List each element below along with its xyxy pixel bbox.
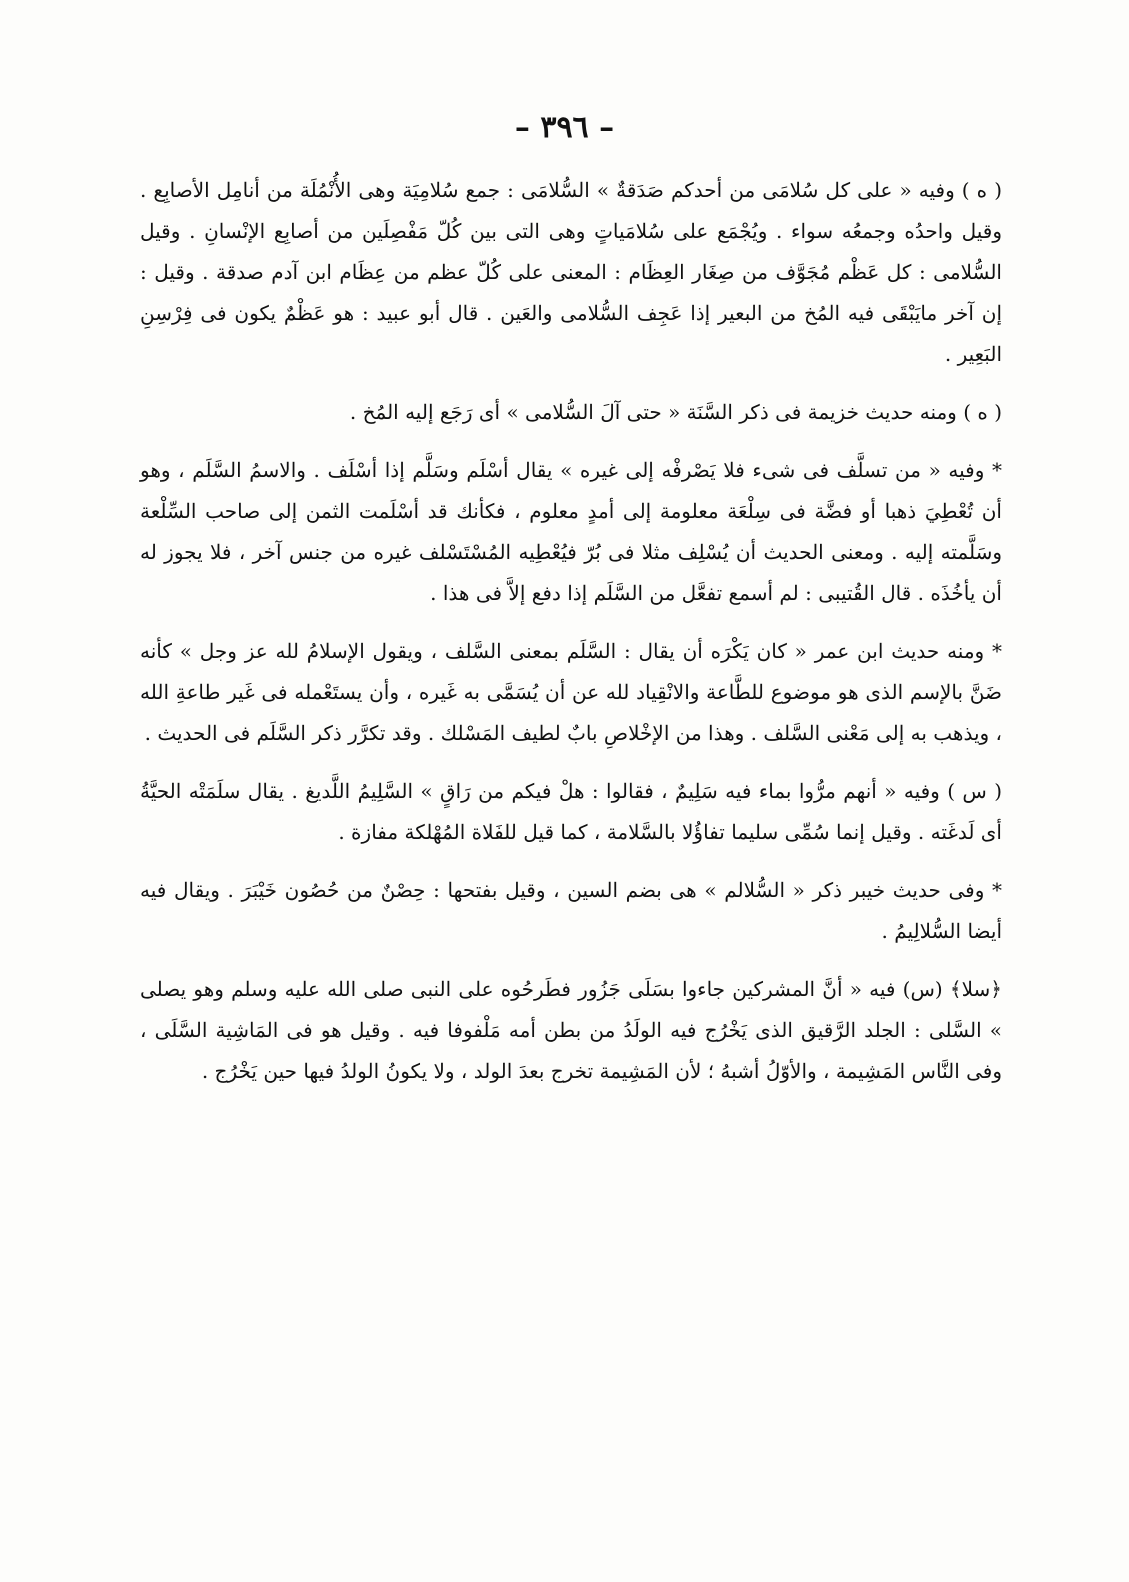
paragraph-sulama: ( ه ) وفيه « على كل سُلامَى من أحدكم صَدَقةٌ » السُّلامَى : جمع سُلامِيَة وهى الأُنْمُلَة من أنامِل الأصابِع . وقيل واحدُه وجمعُه سواء . ويُجْمَع على سُلامَياتٍ وهى التى بين كُلّ مَفْصِلَين من أصابِع الإنْسانِ . وقيل السُّلامى : كل عَظْم مُجَوَّف من صِغَار العِظَام : المعنى على كُلّ عظم من عِظَام ابن آدم صدقة . وقيل : إن آخر مايَبْقَى فيه المُخ من البعير إذا عَجِف السُّلامى والعَين . قال أبو عبيد : هو عَظْمٌ يكون فى فِرْسِنِ البَعِير . <box>140 178 1002 366</box>
paragraph-sala-entry: ﴿سلا﴾ (س) فيه « أنَّ المشركين جاءوا بسَلَى جَزُور فطَرحُوه على النبى صلى الله عليه وسلم وهو يصلى » السَّلى : الجلد الرَّقيق الذى يَخْرُج فيه الولَدُ من بطن أمه مَلْفوفا فيه . وقيل هو فى المَاشِية السَّلَى ، وفى النَّاس المَشِيمة ، والأوّلُ أشبهُ ؛ لأن المَشِيمة تخرج بعدَ الولد ، ولا يكونُ الولدُ فيها حين يَخْرُج . <box>140 977 1002 1083</box>
paragraph-khaybar-sulalim: * وفى حديث خيبر ذكر « السُّلالم » هى بضم السين ، وقيل بفتحها : حِصْنٌ من حُصُون خَيْبَرَ . ويقال فيه أيضا السُّلالِيمُ . <box>140 878 1002 943</box>
paragraph-ibn-umar-hadith: * ومنه حديث ابن عمر « كان يَكْرَه أن يقال : السَّلَم بمعنى السَّلف ، ويقول الإسلامُ لله عز وجل » كأنه ضَنَّ بالإسم الذى هو موضوع للطَّاعة والانْقِياد لله عن أن يُسَمَّى به غَيره ، وأن يستَعْمله فى غَير طاعةِ الله ، ويذهب به إلى مَعْنى السَّلف . وهذا من الإخْلاصِ بابٌ لطيف المَسْلك . وقد تكرَّر ذكر السَّلَم فى الحديث . <box>140 639 1002 745</box>
paragraph-salam-salaf: * وفيه « من تسلَّف فى شىء فلا يَصْرفْه إلى غيره » يقال أسْلَم وسَلَّم إذا أسْلَف . والاسمُ السَّلَم ، وهو أن تُعْطِيَ ذهبا أو فضَّة فى سِلْعَة معلومة إلى أمدٍ معلوم ، فكأنك قد أسْلَمت الثمن إلى صاحب السِّلْعة وسَلَّمته إليه . ومعنى الحديث أن يُسْلِف مثلا فى بُرّ فيُعْطِيه المُسْتَسْلف غيره من جنس آخر ، فلا يجوز له أن يأخُذَه . قال القُتيبى : لم أسمع تفعَّل من السَّلَم إذا دفع إلاَّ فى هذا . <box>140 458 1002 605</box>
body-text <box>140 170 1002 1109</box>
page-number: – ٣٩٦ – <box>514 110 615 145</box>
paragraph-salim: ( س ) وفيه « أنهم مرُّوا بماء فيه سَلِيمٌ ، فقالوا : هلْ فيكم من رَاقٍ » السَّلِيمُ اللَّديغ . يقال سلَمَتْه الحيَّةُ أى لَدغَته . وقيل إنما سُمِّى سليما تفاؤُلا بالسَّلامة ، كما قيل للفَلاة المُهْلكة مفازة . <box>140 779 1002 844</box>
paragraph-khuzayma-hadith: ( ه ) ومنه حديث خزيمة فى ذكر السَّنَة « حتى آلَ السُّلامى » أى رَجَع إليه المُخ . <box>349 400 1002 424</box>
